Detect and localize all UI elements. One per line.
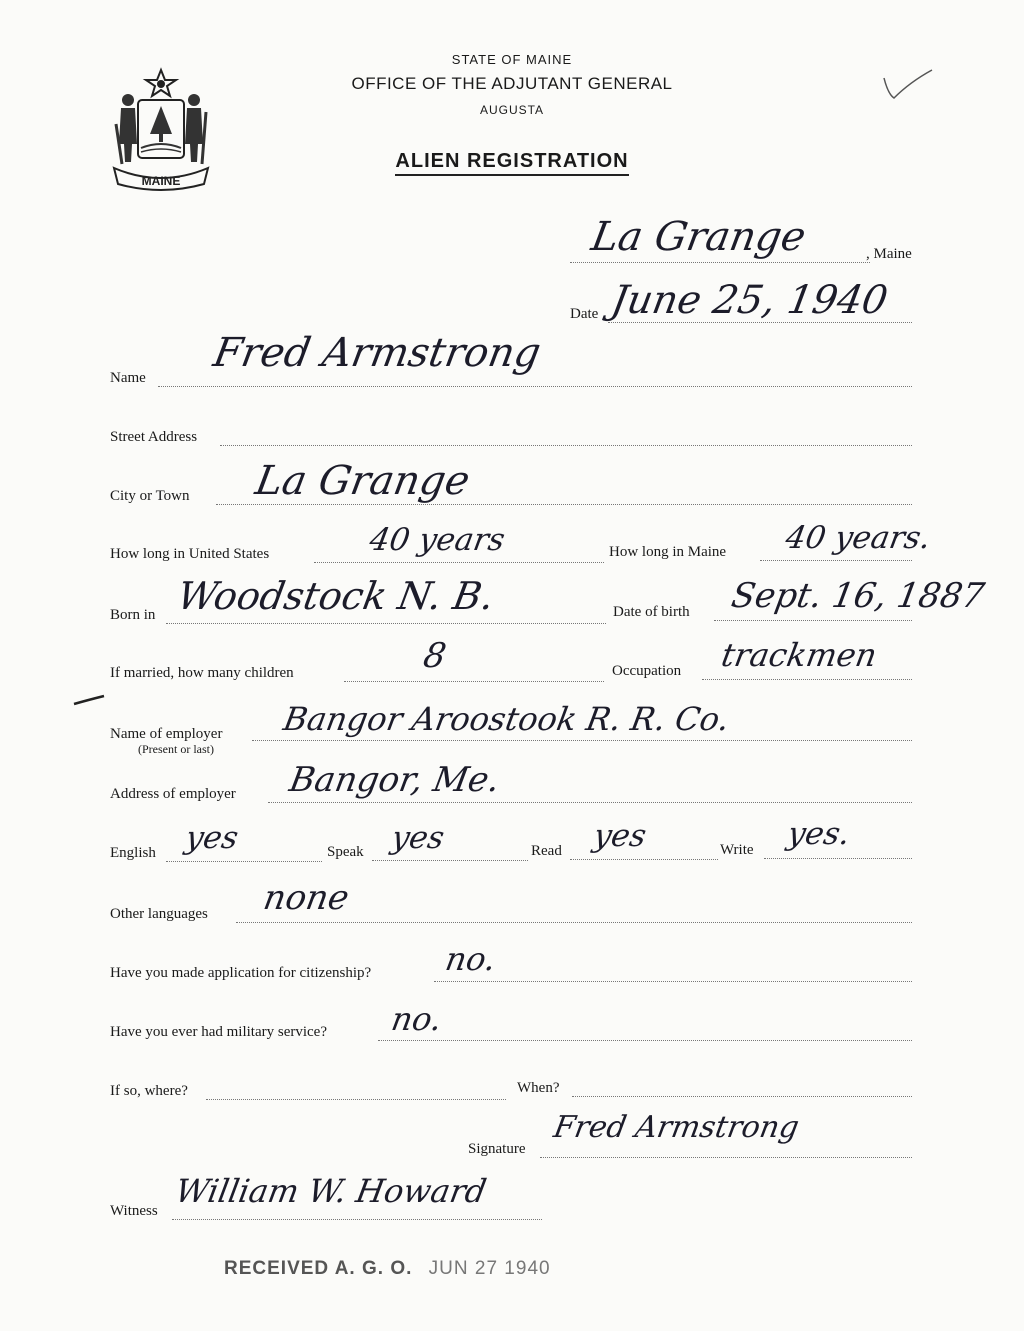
born-in-value: Woodstock N. B. xyxy=(174,574,498,618)
other-languages-line xyxy=(236,922,912,923)
citizenship-label: Have you made application for citizenship? xyxy=(110,965,372,981)
speak-label: Speak xyxy=(327,844,364,860)
employer-address-label: Address of employer xyxy=(110,786,236,802)
speak-value: yes xyxy=(388,820,447,856)
name-value: Fred Armstrong xyxy=(209,330,545,376)
check-mark-icon xyxy=(880,68,936,102)
years-us-line xyxy=(314,562,604,563)
date-label: Date xyxy=(570,306,599,322)
military-value: no. xyxy=(388,1000,445,1038)
received-stamp-date: JUN 27 1940 xyxy=(428,1258,551,1279)
write-value: yes. xyxy=(784,816,853,852)
witness-label: Witness xyxy=(110,1203,158,1219)
form-title-text: ALIEN REGISTRATION xyxy=(395,150,628,176)
witness-value: William W. Howard xyxy=(172,1172,490,1210)
witness-line xyxy=(172,1219,542,1220)
when-label: When? xyxy=(517,1080,560,1096)
town-line xyxy=(570,262,870,263)
years-maine-line xyxy=(760,560,912,561)
header-state: STATE OF MAINE xyxy=(451,52,573,67)
street-line xyxy=(220,445,912,446)
seal-text: MAINE xyxy=(141,174,181,188)
military-line xyxy=(378,1040,912,1041)
children-label: If married, how many children xyxy=(110,665,294,681)
employer-label: Name of employer xyxy=(110,726,223,742)
other-languages-value: none xyxy=(260,878,352,918)
english-label: English xyxy=(110,845,156,861)
signature-line xyxy=(540,1157,912,1158)
speak-line xyxy=(372,860,528,861)
occupation-label: Occupation xyxy=(612,663,682,679)
dob-line xyxy=(714,620,912,621)
born-in-line xyxy=(166,623,606,624)
years-us-label: How long in United States xyxy=(110,546,270,562)
maine-suffix-label: , Maine xyxy=(866,246,912,262)
street-label: Street Address xyxy=(110,429,198,445)
employer-address-value: Bangor, Me. xyxy=(286,760,503,800)
employer-value: Bangor Aroostook R. R. Co. xyxy=(280,700,733,738)
when-line xyxy=(572,1096,912,1097)
received-stamp xyxy=(224,1258,551,1280)
read-value: yes xyxy=(590,818,649,854)
name-label: Name xyxy=(110,370,146,386)
header-city: AUGUSTA xyxy=(479,103,545,117)
signature-label: Signature xyxy=(468,1141,526,1157)
employer-address-line xyxy=(268,802,912,803)
citizenship-line xyxy=(434,981,912,982)
where-label: If so, where? xyxy=(110,1083,188,1099)
years-maine-value: 40 years. xyxy=(782,520,934,556)
city-value: La Grange xyxy=(251,458,474,504)
date-value: June 25, 1940 xyxy=(608,278,891,323)
born-in-label: Born in xyxy=(110,607,156,623)
write-line xyxy=(764,858,912,859)
received-stamp-label: RECEIVED A. G. O. xyxy=(224,1258,413,1279)
dob-value: Sept. 16, 1887 xyxy=(728,576,988,616)
write-label: Write xyxy=(720,842,754,858)
town-value: La Grange xyxy=(587,214,810,260)
occupation-value: trackmen xyxy=(718,636,880,674)
margin-mark-icon xyxy=(72,693,106,707)
english-line xyxy=(166,861,322,862)
city-line xyxy=(216,504,912,505)
read-label: Read xyxy=(531,843,562,859)
other-languages-label: Other languages xyxy=(110,906,208,922)
dob-label: Date of birth xyxy=(613,604,690,620)
employer-sublabel: (Present or last) xyxy=(138,742,214,756)
military-label: Have you ever had military service? xyxy=(110,1024,327,1040)
english-value: yes xyxy=(182,820,241,856)
read-line xyxy=(570,859,718,860)
citizenship-value: no. xyxy=(442,940,499,978)
header-office: OFFICE OF THE ADJUTANT GENERAL xyxy=(351,74,673,93)
form-title xyxy=(0,150,1024,173)
signature-value: Fred Armstrong xyxy=(550,1110,802,1145)
where-line xyxy=(206,1099,506,1100)
years-maine-label: How long in Maine xyxy=(609,544,727,560)
occupation-line xyxy=(702,679,912,680)
years-us-value: 40 years xyxy=(366,522,508,558)
children-value: 8 xyxy=(420,636,450,676)
employer-line xyxy=(252,740,912,741)
city-label: City or Town xyxy=(110,488,190,504)
children-line xyxy=(344,681,604,682)
name-line xyxy=(158,386,912,387)
